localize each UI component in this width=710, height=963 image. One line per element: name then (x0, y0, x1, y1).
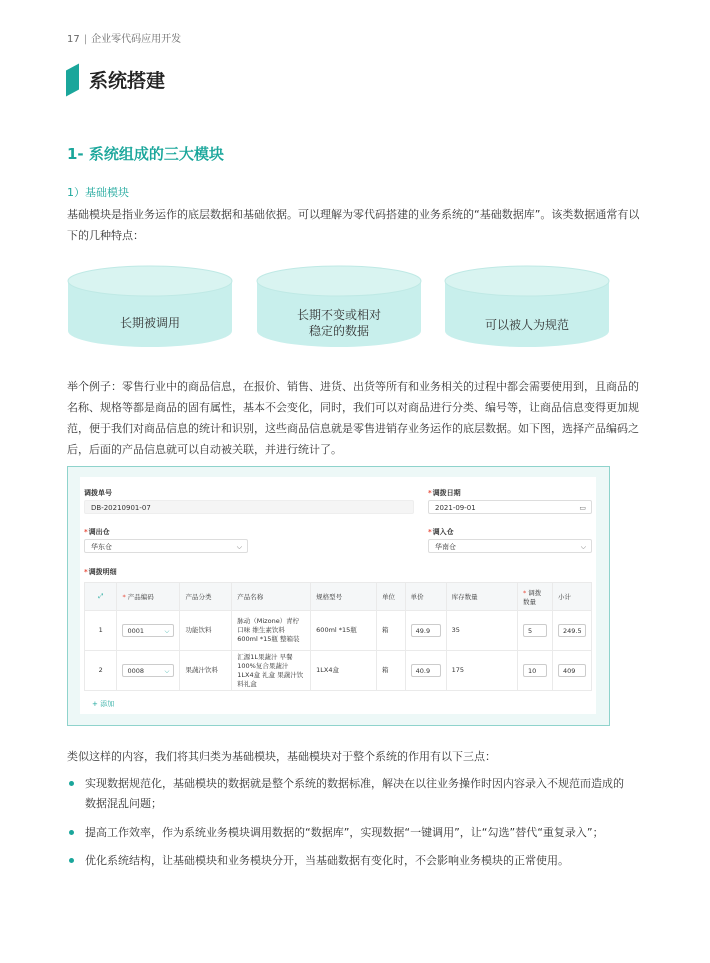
product-category: 果蔬汁饮料 (180, 651, 232, 691)
add-row-button[interactable]: + 添加 (92, 700, 115, 708)
heading-base-module: 1）基础模块 (67, 186, 129, 199)
product-category: 功能饮料 (180, 611, 232, 651)
detail-label: *调拨明细 (84, 568, 117, 576)
out-warehouse-select[interactable]: 华东仓 ⌵ (84, 539, 248, 553)
bullet-item-3: 优化系统结构，让基础模块和业务模块分开，当基础数据有变化时，不会影响业务模块的正常使用。 (67, 851, 627, 871)
product-unit: 箱 (377, 611, 406, 651)
feature-label-3: 可以被人为规范 (484, 318, 569, 332)
subtotal: 249.5 (552, 611, 591, 651)
heading-modules: 1- 系统组成的三大模块 (67, 145, 224, 163)
in-warehouse-label: *调入仓 (428, 528, 454, 536)
feature-label-1: 长期被调用 (119, 316, 180, 330)
bullet-dot-icon (69, 781, 74, 786)
chevron-down-icon[interactable]: ⌵ (236, 543, 242, 551)
col-unit: 单位 (377, 583, 406, 611)
bullet-item-1: 实现数据规范化，基础模块的数据就是整个系统的数据标准，解决在以往业务操作时因内容录入不规范而造成的数据混乱问题； (67, 774, 627, 814)
qty-input[interactable]: 5 (517, 611, 552, 651)
table-row (85, 611, 592, 651)
section-marker-icon (66, 63, 79, 96)
calendar-icon[interactable]: ▭ (579, 504, 586, 512)
chevron-down-icon[interactable]: ⌵ (164, 627, 170, 635)
col-stock: 库存数量 (446, 583, 517, 611)
col-price: 单价 (405, 583, 446, 611)
doc-title: 企业零代码应用开发 (91, 34, 182, 45)
out-warehouse-label: *调出仓 (84, 528, 110, 536)
transfer-form (80, 477, 596, 714)
cylinder-shape-icon (67, 265, 233, 348)
bullet-dot-icon (69, 858, 74, 863)
col-qty: * 调拨数量 (517, 583, 552, 611)
col-code: * 产品编码 (117, 583, 180, 611)
feature-label-2: 长期不变或相对稳定的数据 (296, 308, 381, 338)
in-warehouse-select[interactable]: 华南仓 ⌵ (428, 539, 592, 553)
row-index: 2 (85, 651, 117, 691)
expand-icon[interactable]: ⤢ (85, 583, 117, 611)
bullet-item-2: 提高工作效率，作为系统业务模块调用数据的“数据库”，实现数据“一键调用”，让“勾选”替代“重复录入”； (67, 823, 627, 843)
col-subtotal: 小计 (552, 583, 591, 611)
section-title (66, 66, 165, 93)
transfer-date-field[interactable]: 2021-09-01 ▭ (428, 500, 592, 514)
col-name: 产品名称 (232, 583, 311, 611)
product-spec: 600ml *15瓶 (311, 611, 377, 651)
product-name: 汇源1L果蔬汁 早餐100%复合果蔬汁 1LX4盒 礼盒 果蔬汁饮料礼盒 (232, 651, 311, 691)
intro-paragraph: 基础模块是指业务运作的底层数据和基础依据。可以理解为零代码搭建的业务系统的“基础数据库”。该类数据通常有以下的几种特点： (67, 208, 640, 242)
product-stock: 35 (446, 611, 517, 651)
example-paragraph: 举个例子：零售行业中的商品信息，在报价、销售、进货、出货等所有和业务相关的过程中都会需要使用到，且商品的名称、规格等都是商品的固有属性，基本不会变化，同时，我们可以对商品进行分类、编号等，让商品信息变得更加规范，便于我们对商品信息的统计和识别，这些商品信息就是零售进销存业务运作的底层数据。如下图，选择产品编码之后，后面的产品信息就可以自动被关联，并进行统计了。 (67, 380, 639, 456)
product-code-select[interactable]: 0001 ⌵ (117, 611, 180, 651)
chevron-down-icon[interactable]: ⌵ (580, 543, 586, 551)
form-screenshot-frame (67, 466, 610, 726)
header-separator: | (83, 34, 88, 45)
product-unit: 箱 (377, 651, 406, 691)
product-spec: 1LX4盒 (311, 651, 377, 691)
product-price: 40.9 (405, 651, 446, 691)
page-header (67, 30, 181, 45)
feature-cylinder-1 (67, 265, 233, 348)
qty-input[interactable]: 10 (517, 651, 552, 691)
product-stock: 175 (446, 651, 517, 691)
section-title-text: 系统搭建 (89, 70, 166, 92)
col-spec: 规格型号 (311, 583, 377, 611)
product-code-select[interactable]: 0008 ⌵ (117, 651, 180, 691)
transfer-no-label: 调拨单号 (84, 489, 112, 497)
page-number: 17 (67, 34, 80, 45)
table-header-row (85, 583, 592, 611)
product-price: 49.9 (405, 611, 446, 651)
table-row (85, 651, 592, 691)
row-index: 1 (85, 611, 117, 651)
chevron-down-icon[interactable]: ⌵ (164, 667, 170, 675)
feature-cylinder-2 (256, 265, 422, 348)
subtotal: 409 (552, 651, 591, 691)
feature-cylinder-3 (444, 265, 610, 348)
detail-table (84, 582, 592, 691)
col-category: 产品分类 (180, 583, 232, 611)
transfer-no-field[interactable]: DB-20210901-07 (84, 500, 414, 514)
bullet-dot-icon (69, 830, 74, 835)
summary-paragraph: 类似这样的内容，我们将其归类为基础模块，基础模块对于整个系统的作用有以下三点： (67, 750, 496, 763)
transfer-date-label: *调拨日期 (428, 489, 461, 497)
product-name: 脉动（Mizone）青柠口味 维生素饮料 600ml *15瓶 整箱装 (232, 611, 311, 651)
cylinder-shape-icon (444, 265, 610, 348)
